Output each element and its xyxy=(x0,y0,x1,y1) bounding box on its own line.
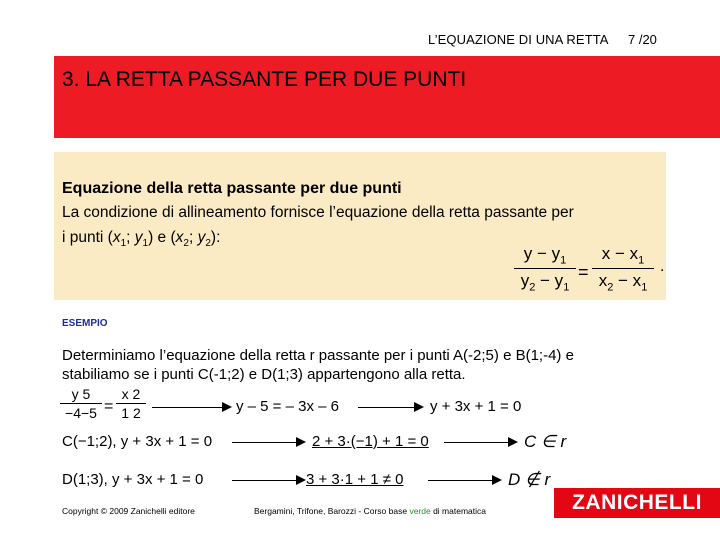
header-title: L’EQUAZIONE DI UNA RETTA xyxy=(428,32,609,47)
page-number: 7 /20 xyxy=(628,32,657,47)
top-bar xyxy=(0,0,720,56)
footer-copyright: Copyright © 2009 Zanichelli editore xyxy=(62,506,195,516)
point-c-result: C ∈ r xyxy=(524,432,567,451)
point-c-equation: C(−1;2), y + 3x + 1 = 0 xyxy=(62,433,213,450)
example-step-1: y – 5 = – 3x – 6 xyxy=(236,398,339,415)
definition-title: Equazione della retta passante per due punti xyxy=(62,180,402,197)
point-d-equation: D(1;3), y + 3x + 1 = 0 xyxy=(62,471,204,488)
example-label: ESEMPIO xyxy=(62,318,108,329)
arrow-6 xyxy=(428,480,500,481)
section-title: 3. LA RETTA PASSANTE PER DUE PUNTI xyxy=(62,68,467,91)
arrow-2 xyxy=(358,407,422,408)
arrow-3 xyxy=(232,442,304,443)
formula-equals: = xyxy=(578,262,589,282)
definition-line-2: i punti ($x_1$; $y_1$) e ($x_2$; $y_2$): xyxy=(62,229,221,250)
point-d-result: D ∉ r xyxy=(508,470,551,489)
example-step-2: y + 3x + 1 = 0 xyxy=(430,398,522,415)
arrow-5 xyxy=(232,480,304,481)
example-line-2: stabiliamo se i punti C(-1;2) e D(1;3) appartengono alla retta. xyxy=(62,366,466,383)
example-line-1: Determiniamo l’equazione della retta r passante per i punti A(-2;5) e B(1;-4) e xyxy=(62,347,574,364)
example-equals: = xyxy=(104,398,114,415)
arrow-1 xyxy=(152,407,230,408)
formula-right-fraction: $x - x_1$ $x_2 - x_1$ xyxy=(592,244,654,294)
arrow-4 xyxy=(444,442,516,443)
example-fraction-1: y 5 −4−5 xyxy=(60,386,102,421)
footer-credits: Bergamini, Trifone, Barozzi - Corso base verde di matematica xyxy=(254,506,486,516)
definition-line-1: La condizione di allineamento fornisce l’equazione della retta passante per xyxy=(62,204,574,221)
example-fraction-2: x 2 1 2 xyxy=(116,386,146,421)
formula-left-fraction: $y - y_1$ $y_2 - y_1$ xyxy=(514,244,576,294)
point-c-check: 2 + 3·(−1) + 1 = 0 xyxy=(312,433,429,450)
zanichelli-logo: ZANICHELLI xyxy=(554,488,720,518)
point-d-check: 3 + 3·1 + 1 ≠ 0 xyxy=(306,471,404,488)
formula-period: . xyxy=(660,258,665,275)
